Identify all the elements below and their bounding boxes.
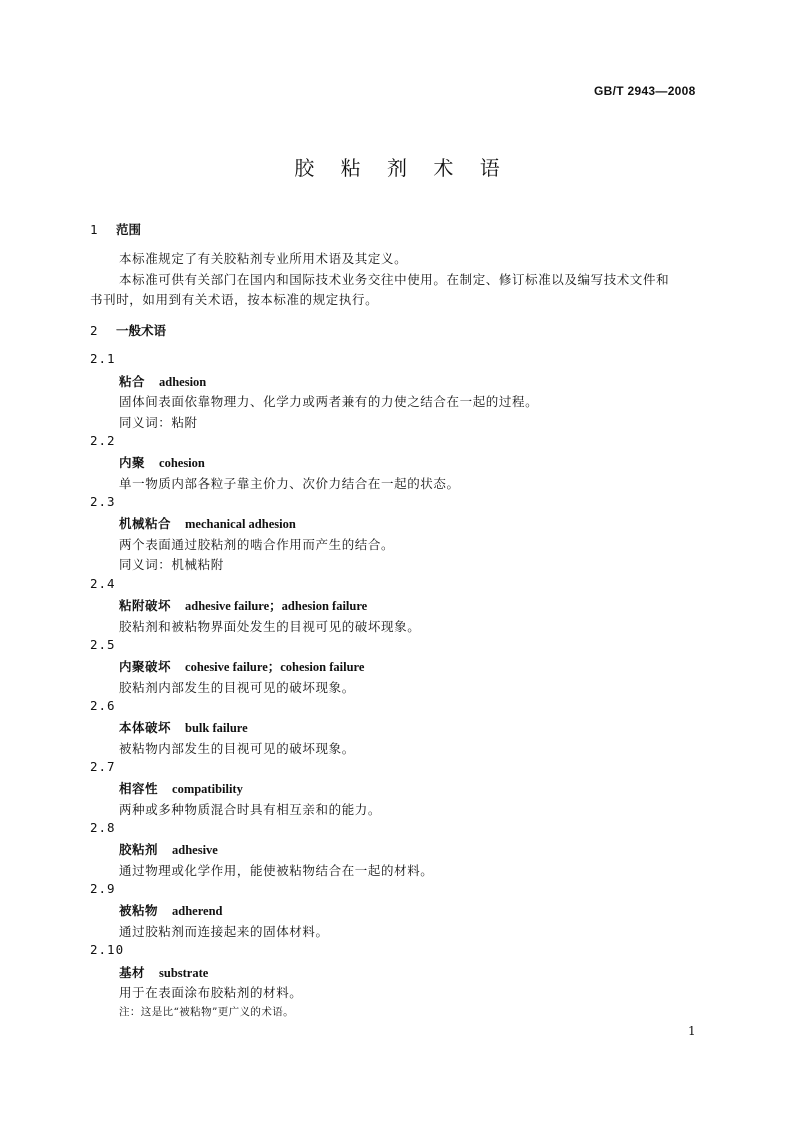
term-heading <box>119 596 367 614</box>
term-chinese: 粘合 <box>119 374 146 389</box>
entry-number: 2.8 <box>90 820 116 835</box>
term-definition: 被粘物内部发生的目视可见的破坏现象。 <box>119 741 355 756</box>
section-2-title: 一般术语 <box>116 323 167 338</box>
term-chinese: 胶粘剂 <box>119 842 159 857</box>
term-heading <box>119 840 218 858</box>
entry-number: 2.7 <box>90 759 116 774</box>
term-definition: 胶粘剂内部发生的目视可见的破坏现象。 <box>119 680 355 695</box>
standard-code: GB/T 2943—2008 <box>594 84 696 98</box>
term-chinese: 基材 <box>119 965 146 980</box>
term-heading <box>119 718 248 736</box>
term-english: adhesive failure；adhesion failure <box>185 599 368 613</box>
term-definition: 通过胶粘剂而连接起来的固体材料。 <box>119 924 329 939</box>
term-definition: 两种或多种物质混合时具有相互亲和的能力。 <box>119 802 382 817</box>
scope-paragraph-2-line-2: 书刊时，如用到有关术语，按本标准的规定执行。 <box>90 292 379 307</box>
term-definition: 固体间表面依靠物理力、化学力或两者兼有的力使之结合在一起的过程。 <box>119 394 539 409</box>
term-chinese: 粘附破坏 <box>119 598 172 613</box>
term-english: mechanical adhesion <box>185 517 296 531</box>
term-heading <box>119 372 206 390</box>
scope-paragraph-2-line-1: 本标准可供有关部门在国内和国际技术业务交往中使用。在制定、修订标准以及编写技术文件和 <box>119 272 670 287</box>
term-definition: 通过物理或化学作用，能使被粘物结合在一起的材料。 <box>119 863 434 878</box>
term-heading <box>119 963 208 981</box>
term-chinese: 内聚 <box>119 455 146 470</box>
term-english: adhesion <box>159 375 207 389</box>
term-english: cohesion <box>159 456 205 470</box>
term-heading <box>119 901 223 919</box>
section-1-title: 范围 <box>116 222 142 237</box>
term-heading <box>119 779 243 797</box>
term-note: 注：这是比“被粘物”更广义的术语。 <box>119 1006 295 1018</box>
entry-number: 2.3 <box>90 494 116 509</box>
scope-paragraph-1: 本标准规定了有关胶粘剂专业所用术语及其定义。 <box>119 251 408 266</box>
term-english: substrate <box>159 966 209 980</box>
entry-number: 2.10 <box>90 942 125 957</box>
term-synonym: 同义词：机械粘附 <box>119 557 224 572</box>
entry-number: 2.2 <box>90 433 116 448</box>
term-chinese: 内聚破坏 <box>119 659 172 674</box>
term-english: cohesive failure；cohesion failure <box>185 660 365 674</box>
term-english: adhesive <box>172 843 218 857</box>
document-title: 胶 粘 剂 术 语 <box>294 156 510 180</box>
entry-number: 2.4 <box>90 576 116 591</box>
section-1-heading <box>90 220 141 238</box>
entry-number: 2.6 <box>90 698 116 713</box>
term-heading <box>119 657 364 675</box>
term-heading <box>119 514 296 532</box>
term-chinese: 机械粘合 <box>119 516 172 531</box>
term-english: compatibility <box>172 782 243 796</box>
term-definition: 用于在表面涂布胶粘剂的材料。 <box>119 985 303 1000</box>
entry-number: 2.5 <box>90 637 116 652</box>
term-chinese: 本体破坏 <box>119 720 172 735</box>
section-1-number: 1 <box>90 222 98 237</box>
section-2-number: 2 <box>90 323 98 338</box>
term-chinese: 被粘物 <box>119 903 159 918</box>
entry-number: 2.1 <box>90 351 116 366</box>
term-heading <box>119 453 205 471</box>
entry-number: 2.9 <box>90 881 116 896</box>
term-english: adherend <box>172 904 223 918</box>
term-definition: 两个表面通过胶粘剂的啮合作用而产生的结合。 <box>119 537 395 552</box>
term-definition: 单一物质内部各粒子靠主价力、次价力结合在一起的状态。 <box>119 476 460 491</box>
section-2-heading <box>90 321 166 339</box>
term-english: bulk failure <box>185 721 248 735</box>
term-chinese: 相容性 <box>119 781 159 796</box>
term-definition: 胶粘剂和被粘物界面处发生的目视可见的破坏现象。 <box>119 619 421 634</box>
term-synonym: 同义词：粘附 <box>119 415 198 430</box>
page-number: 1 <box>688 1024 696 1038</box>
